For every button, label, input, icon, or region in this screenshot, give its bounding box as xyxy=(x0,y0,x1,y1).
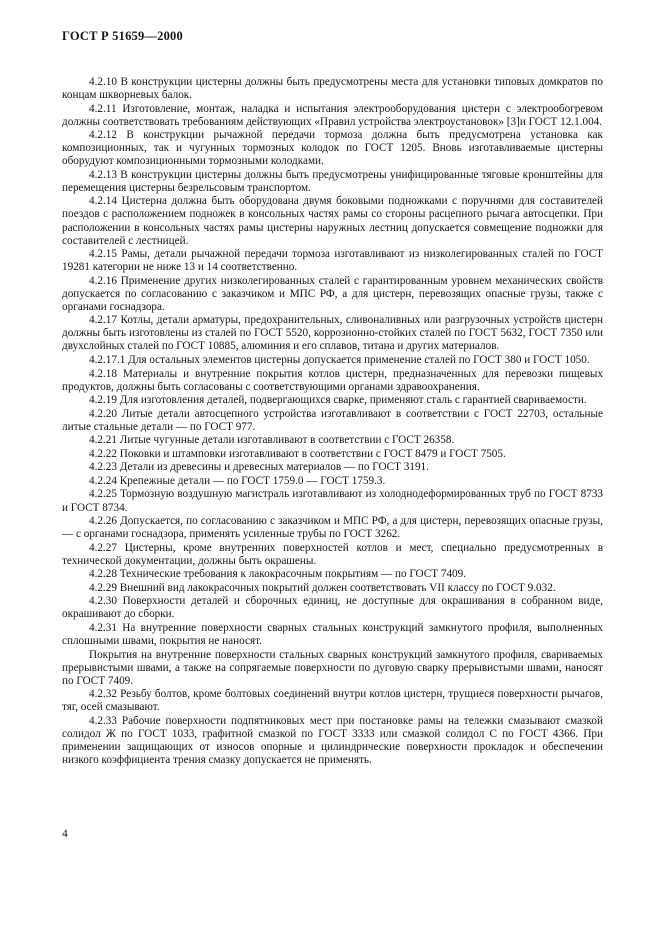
clause-4-2-22: 4.2.22 Поковки и штамповки изготавливают в соответствии с ГОСТ 8479 и ГОСТ 7505. xyxy=(89,447,506,460)
clause-4-2-31-continuation: Покрытия на внутренние поверхности стальных сварных конструкций замкнутого профиля, свариваемых прерывистыми швами, а также на сопрягаемые поверхности по дуговую сварку прерывистыми швами, наносят по ГОСТ 7409. xyxy=(62,648,603,687)
clause-4-2-15: 4.2.15 Рамы, детали рычажной передачи тормоза изготавливают из низколегированных сталей по ГОСТ 19281 категории не ниже 13 и 14 соответственно. xyxy=(62,248,603,274)
page-number: 4 xyxy=(62,828,68,840)
clause-4-2-17: 4.2.17 Котлы, детали арматуры, предохранительных, сливоналивных или разгрузочных устройств цистерн должны быть изготовлены из сталей по ГОСТ 5520, коррозионно-стойких сталей по ГОСТ 5632, ГОСТ 7350 или двухслойных сталей по ГОСТ 10885, алюминия и его сплавов, титана и других материалов. xyxy=(62,314,603,353)
clause-4-2-18: 4.2.18 Материалы и внутренние покрытия котлов цистерн, предназначенных для перевозки пищевых продуктов, должны быть согласованы с соответствующими органами здравоохранения. xyxy=(62,367,603,393)
clause-4-2-19: 4.2.19 Для изготовления деталей, подвергающихся сварке, применяют сталь с гарантией свариваемости. xyxy=(89,394,587,407)
document-body xyxy=(62,76,603,767)
clause-4-2-30: 4.2.30 Поверхности деталей и сборочных единиц, не доступные для окрашивания в собранном виде, окрашивают до сборки. xyxy=(62,595,603,621)
clause-4-2-29: 4.2.29 Внешний вид лакокрасочных покрытий должен соответствовать VII классу по ГОСТ 9.032. xyxy=(89,581,556,594)
clause-4-2-26: 4.2.26 Допускается, по согласованию с заказчиком и МПС РФ, а для цистерн, перевозящих опасные грузы, — с органами госнадзора, применять усиленные трубы по ГОСТ 3262. xyxy=(62,515,603,541)
clause-4-2-21: 4.2.21 Литые чугунные детали изготавливают в соответствии с ГОСТ 26358. xyxy=(89,434,455,447)
clause-4-2-10: 4.2.10 В конструкции цистерны должны быть предусмотрены места для установки типовых домкратов по концам шкворневых балок. xyxy=(62,76,603,102)
clause-4-2-23: 4.2.23 Детали из древесины и древесных материалов — по ГОСТ 3191. xyxy=(89,461,429,474)
clause-4-2-17-1: 4.2.17.1 Для остальных элементов цистерны допускается применение сталей по ГОСТ 380 и ГОСТ 1050. xyxy=(89,353,590,366)
clause-4-2-16: 4.2.16 Применение других низколегированных сталей с гарантированным уровнем механических свойств допускается по согласованию с заказчиком и МПС РФ, а для цистерн, перевозящих опасные грузы, также с органами госнадзора. xyxy=(62,274,603,313)
clause-4-2-14: 4.2.14 Цистерна должна быть оборудована двумя боковыми подножками с поручнями для составителей поездов с расположением подножек в консольных частях рамы со стороны расцепного рычага автосцепки. При расположении в консольных частях рамы цистерны наружных лестниц допускается совмещение подножки для составителей с лестницей. xyxy=(62,195,603,247)
clause-4-2-33: 4.2.33 Рабочие поверхности подпятниковых мест при постановке рамы на тележки смазывают смазкой солидол Ж по ГОСТ 1033, графитной смазкой по ГОСТ 3333 или смазкой солидол С по ГОСТ 4366. При применении защищающих от износов опорные и цилиндрические поверхности прокладок и обеспечении низкого коэффициента трения смазку допускается не применять. xyxy=(62,714,603,766)
clause-4-2-32: 4.2.32 Резьбу болтов, кроме болтовых соединений внутри котлов цистерн, трущиеся поверхности рычагов, тяг, осей смазывают. xyxy=(62,688,603,714)
clause-4-2-25: 4.2.25 Тормозную воздушную магистраль изготавливают из холоднодеформированных труб по ГОСТ 8733 и ГОСТ 8734. xyxy=(62,488,603,514)
clause-4-2-12: 4.2.12 В конструкции рычажной передачи тормоза должна быть предусмотрена установка как композиционных, так и чугунных тормозных колодок по ГОСТ 1205. Вновь изготавливаемые цистерны оборудуют композиционными тормозными колодками. xyxy=(62,129,603,168)
clause-4-2-13: 4.2.13 В конструкции цистерны должны быть предусмотрены унифицированные тяговые кронштейны для перемещения цистерны безрельсовым транспортом. xyxy=(62,168,603,194)
clause-4-2-28: 4.2.28 Технические требования к лакокрасочным покрытиям — по ГОСТ 7409. xyxy=(89,568,467,581)
document-header: ГОСТ Р 51659—2000 xyxy=(62,29,183,43)
clause-4-2-24: 4.2.24 Крепежные детали — по ГОСТ 1759.0 — ГОСТ 1759.3. xyxy=(89,474,386,487)
clause-4-2-31: 4.2.31 На внутренние поверхности сварных стальных конструкций замкнутого профиля, выполненных сплошными швами, покрытия не наносят. xyxy=(62,621,603,647)
clause-4-2-27: 4.2.27 Цистерны, кроме внутренних поверхностей котлов и мест, специально предусмотренных в технической документации, должны быть окрашены. xyxy=(62,541,603,567)
clause-4-2-20: 4.2.20 Литые детали автосцепного устройства изготавливают в соответствии с ГОСТ 22703, остальные литые стальные детали — по ГОСТ 977. xyxy=(62,407,603,433)
clause-4-2-11: 4.2.11 Изготовление, монтаж, наладка и испытания электрооборудования цистерн с электрообогревом должны соответствовать требованиям действующих «Правил устройства электроустановок» [3]и ГОСТ 12.1.004. xyxy=(62,102,603,128)
